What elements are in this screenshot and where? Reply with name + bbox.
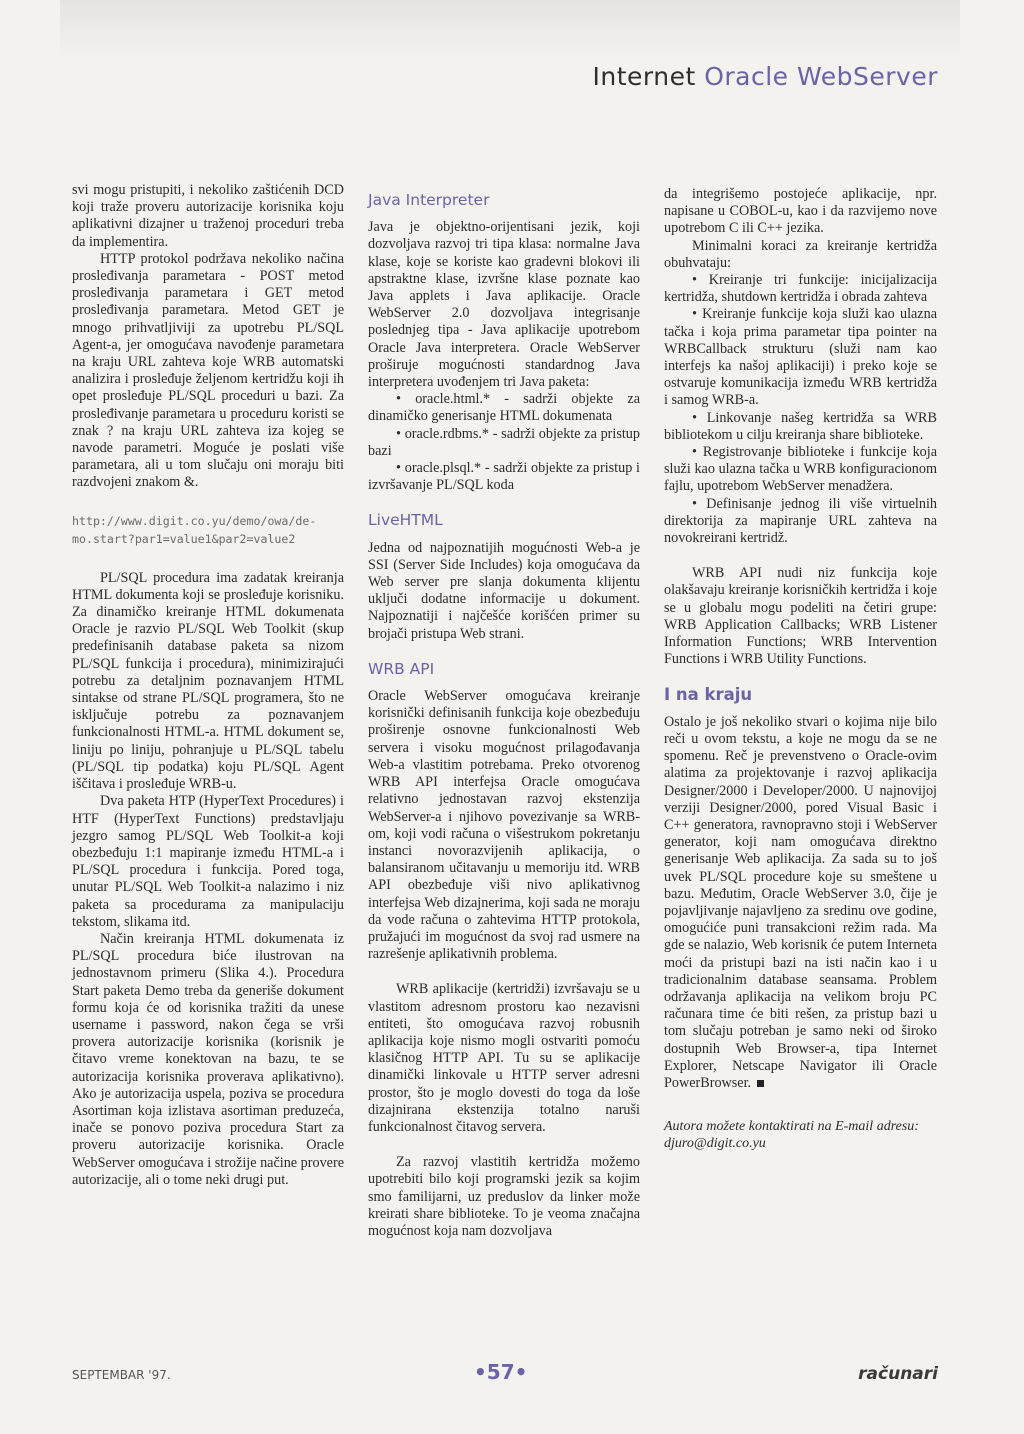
paragraph: Java je objektno-orijentisani jezik, koji dozvoljava razvoj tri tipa klasa: normalne Java klase, koje se koriste kao gradevni blokovi ili apstraktne klase, izvršne klase poznate kao Java applets i Java aplikacije. Oracle WebServer 2.0 dozvoljava integrisanje poslednjeg tipa - Java aplikacije upotrebom Oracle Java interpretera. Oracle WebServer proširuje mogućnosti standardnog Java interpretera uvođenjem tri Java paketa: — [368, 219, 640, 391]
paragraph: WRB API nudi niz funkcija koje olakšavaju kreiranje korisničkih kertridža i koje se u globalu mogu podeliti na četiri grupe: WRB Application Callbacks; WRB Listener Information Functions; WRB Intervention Functions i WRB Utility Functions. — [664, 565, 937, 668]
section-heading-java: Java Interpreter — [368, 191, 490, 209]
magazine-name: računari — [858, 1364, 938, 1384]
bullet-item: • oracle.plsql.* - sadrži objekte za pristup i izvršavanje PL/SQL koda — [368, 460, 640, 494]
paragraph-text: Ostalo je još nekoliko stvari o kojima nije bilo reči u ovom tekstu, a koje ne mogu da se ne spomenu. Reč je prevenstveno o Oracle-ovim alatima za projektovanje i razvoj aplikacija Designer/2000 i Developer/2000. U najnovijoj verziji Designer/2000, pored Visual Basic i C++ generatora, ravnopravno stoji i WebServer generator, koji nam omogućava direktno generisanje Web aplikacija. Za sada su to još uvek PL/SQL procedure koje su smeštene u bazu. Međutim, Oracle WebServer 3.0, čije je pojavljivanje najavljeno za sredinu ove godine, omogućiće puni transakcioni režim rada. Ma gde se nalazio, Web korisnik će putem Interneta moći da pristupi bazi na isti način kao i u tradicionalnim database seansama. Problem održavanja aplikacija na velikom broju PC računara time će biti rešen, za pristup bazi u tom slučaju potreban je samo neki od široko dostupnih Web Browser-a, tipa Internet Explorer, Netscape Navigator ili Oracle PowerBrowser. — [664, 713, 937, 1091]
paragraph: Za razvoj vlastitih kertridža možemo upotrebiti bilo koji programski jezik sa kojim smo familijarni, uz preduslov da linker može kreirati share biblioteke. To je veoma značajna mogućnost koja nam dozvoljava — [368, 1154, 640, 1239]
page-number: •57• — [474, 1360, 528, 1384]
paragraph: Jedna od najpoznatijih mogućnosti Web-a je SSI (Server Side Includes) koja omogućava da Web server pre slanja dokumenta klijentu uključi dodatne informacije u dokument. Najpoznatiji i najčešće korišćen primer su brojači pristupa Web strani. — [368, 539, 640, 642]
paragraph: HTTP protokol podržava nekoliko načina prosleđivanja parametara - POST metod prosleđivanja parametara i GET metod prosleđivanja parametara. Metod GET je mnogo prihvatljiviji za upotrebu PL/SQL Agent-a, jer omogućava navođenje parametara na kraju URL zahteva koje WRB automatski analizira i prosleđuje željenom kertridžu koji ih opet prosleđuje PL/SQL proceduri u bazi. Za prosleđivanje parametara u proceduru koristi se znak ? na kraju URL zahteva iza kojeg se navode parametri. Moguće je poslati više parametara, ali u tom slučaju oni moraju biti razdvojeni znakom &. — [72, 250, 344, 491]
example-url — [72, 512, 344, 548]
section-heading-wrb-api: WRB API — [368, 659, 435, 678]
paragraph — [664, 714, 937, 1092]
author-contact — [664, 1118, 937, 1152]
paragraph: Minimalni koraci za kreiranje kertridža obuhvataju: — [664, 237, 937, 271]
section-heading-livehtml: LiveHTML — [368, 511, 443, 530]
paragraph: svi mogu pristupiti, i nekoliko zaštićenih DCD koji traže proveru autorizacije korisnika koju aplikativni dizajner u traženoj proceduri treba da implementira. — [72, 182, 344, 250]
paragraph: WRB aplikacije (kertridži) izvršavaju se u vlastitom adresnom prostoru kao nezavisni entiteti, što omogućava razvoj robusnih aplikacija koje nismo mogli ostvariti pomoću klasičnog HTTP API. Tu su se aplikacije dinamički linkovale u HTTP server adresni prostor, što je moglo dovesti do toga da loše dizajnirana ekstenzija totalno naruši funkcionalnost čitavog servera. — [368, 981, 640, 1135]
bullet-item: • Kreiranje tri funkcije: inicijalizacija kertridža, shutdown kertridža i obrada zahteva — [664, 272, 937, 306]
section-heading-conclusion: I na kraju — [664, 685, 753, 705]
bullet-item: • Definisanje jednog ili više virtuelnih direktorija za mapiranje URL zahteva na novokreirani kertridž. — [664, 495, 937, 547]
bullet-item: • Registrovanje biblioteke i funkcije koja služi kao ulazna tačka u WRB konfiguracionom fajlu, upotrebom WebServer menadžera. — [664, 444, 937, 495]
page-title — [592, 62, 938, 91]
bullet-item: • oracle.rdbms.* - sadrži objekte za pristup bazi — [368, 425, 640, 459]
bullet-item: • Linkovanje našeg kertridža sa WRB bibliotekom u cilju kreiranja share biblioteke. — [664, 409, 937, 443]
paragraph: Dva paketa HTP (HyperText Procedures) i HTF (HyperText Functions) predstavljaju jezgro samog PL/SQL Web Toolkit-a koji obezbeđuju 1:1 mapiranje između HTML-a i PL/SQL procedura i funkcija. Pored toga, unutar PL/SQL Web Toolkit-a nalazimo i niz paketa sa procedurama za manipulaciju tekstom, slikama itd. — [72, 793, 344, 930]
paragraph: da integrišemo postojeće aplikacije, npr. napisane u COBOL-u, kao i da razvijemo nove upotrebom C ili C++ jezika. — [664, 186, 937, 237]
page-title-dark: Internet — [592, 62, 696, 91]
paragraph: Način kreiranja HTML dokumenata iz PL/SQL procedura biće ilustrovan na jednostavnom primeru (Slika 4.). Procedura Start paketa Demo treba da generiše dokument formu koja će od korisnika tražiti da unese username i password, nakon čega se vrši provera autorizacije korisnika (korisnik je čitavo vreme konektovan na bazu, te se autorizacija korisnika proverava aplikativno). Ako je autorizacija uspela, poziva se procedura Asortiman koja izlistava asortiman preduzeća, inače se ponovo poziva procedura Start za proveru autorizacije korisnika. Oracle WebServer omogućava i strožije načine provere autorizacije, ali o tome neki drugi put. — [72, 930, 344, 1188]
contact-line: Autora možete kontaktirati na E-mail adresu: — [664, 1119, 919, 1135]
column-right — [664, 186, 937, 1152]
url-line: mo.start?par1=value1&par2=value2 — [72, 531, 296, 546]
scan-shadow — [60, 0, 960, 60]
paragraph: Oracle WebServer omogućava kreiranje korisnički definisanih funkcija koje obezbeđuju proširenje osnovne funkcionalnosti Web servera i visoku mogućnost prilagođavanja Web-a vlastitim potrebama. Preko otvorenog WRB API interfejsa Oracle omogućava relativno jednostavan razvoj ekstenzija WebServer-a i njihovo povezivanje sa WRB-om, koji vodi računa o višestrukom pokretanju instanci novorazvijenih aplikacija, o balansiranom učitavanju u memoriju itd. WRB API obezbeđuje viši nivo aplikativnog interfejsa Web dizajnerima, koji sada ne moraju da vode računa o zahtevima HTTP protokola, pružajući im mogućnost da svoj rad usmere na razrešenje aplikativnih problema. — [368, 688, 640, 963]
url-line: http://www.digit.co.yu/demo/owa/de- — [72, 513, 317, 528]
contact-email: djuro@digit.co.yu — [664, 1136, 766, 1152]
end-mark-icon — [757, 1080, 764, 1087]
issue-date: SEPTEMBAR '97. — [72, 1368, 171, 1382]
paragraph: PL/SQL procedura ima zadatak kreiranja HTML dokumenta koji se prosleđuje korisniku. Za dinamičko kreiranje HTML dokumenata Oracle je razvio PL/SQL Web Toolkit (skup predefinisanih database paketa sa nizom PL/SQL funkcija i procedura), minimizirajući potrebu za detaljnim poznavanjem HTML sintakse od strane PL/SQL programera, što ne isključuje potrebu za poznavanjem funkcionalnosti HTML-a. HTML dokument se, liniju po liniju, pohranjuje u PL/SQL tabelu (PL/SQL tip podatka) koju PL/SQL Agent iščitava i prosleđuje WRB-u. — [72, 569, 344, 793]
column-left — [72, 182, 344, 1189]
bullet-item: • oracle.html.* - sadrži objekte za dinamičko generisanje HTML dokumenata — [368, 391, 640, 425]
page-title-accent: Oracle WebServer — [704, 62, 938, 91]
bullet-item: • Kreiranje funkcije koja služi kao ulazna tačka i koja prima parametar tipa pointer na WRBCallback strukturu (služi nam kao interfejs ka našoj aplikaciji) i preko koje se ostvaruje komunikacija između WRB kertridža i samog WRB-a. — [664, 306, 937, 409]
column-middle — [368, 192, 640, 1240]
